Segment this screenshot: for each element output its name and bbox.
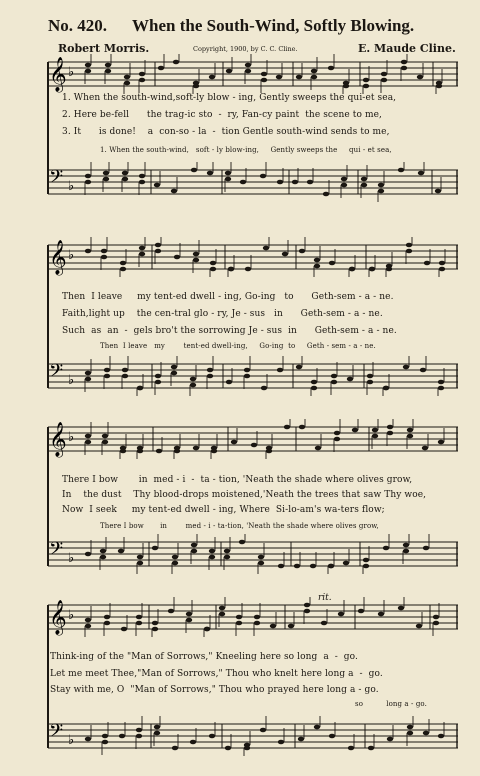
note-head — [329, 734, 335, 739]
note-head — [154, 183, 160, 188]
note-head — [314, 264, 320, 269]
note-head — [403, 365, 409, 370]
note-head — [436, 84, 442, 89]
note-head — [103, 177, 109, 182]
treble-staff — [40, 600, 460, 635]
flat-icon: ♭ — [68, 373, 75, 388]
system-brace — [47, 605, 49, 748]
note-head — [122, 171, 128, 176]
note-head — [296, 365, 302, 370]
note-head — [266, 449, 272, 454]
note-head — [85, 174, 91, 179]
bass-staff — [40, 540, 460, 564]
note-head — [104, 615, 110, 620]
treble-clef-icon: 𝄞 — [49, 422, 67, 457]
lyric-line: In the dust Thy blood-drops moistened,'Neath the trees that saw Thy woe, — [62, 490, 427, 500]
note-head — [101, 249, 107, 254]
note-head — [438, 380, 444, 385]
note-head — [363, 84, 369, 89]
lyric-line: Let me meet Thee,"Man of Sorrows," Thou who knelt here long a - go. — [50, 669, 383, 679]
note-head — [122, 374, 128, 379]
note-head — [334, 437, 340, 442]
note-head — [85, 249, 91, 254]
note-head — [277, 368, 283, 373]
lyric-line: There I bow in med - i - ta - tion, 'Neath the shade where olives grow, — [62, 475, 413, 485]
note-head — [254, 621, 260, 626]
note-head — [372, 434, 378, 439]
note-head — [207, 171, 213, 176]
note-head — [171, 189, 177, 194]
treble-clef-icon: 𝄞 — [49, 57, 67, 92]
note-head — [225, 177, 231, 182]
note-head — [240, 180, 246, 185]
note-head — [154, 725, 160, 730]
note-head — [101, 255, 107, 260]
composer-credit: E. Maude Cline. — [358, 42, 456, 55]
note-head — [406, 249, 412, 254]
note-head — [155, 243, 161, 248]
note-head — [378, 183, 384, 188]
note-head — [387, 431, 393, 436]
note-head — [85, 618, 91, 623]
note-head — [398, 168, 404, 173]
note-head — [209, 75, 215, 80]
note-head — [172, 555, 178, 560]
note-head — [368, 746, 374, 751]
note-head — [361, 183, 367, 188]
note-head — [439, 267, 445, 272]
note-head — [209, 734, 215, 739]
treble-staff — [40, 57, 460, 92]
note-head — [260, 174, 266, 179]
note-head — [261, 72, 267, 77]
note-head — [363, 558, 369, 563]
note-head — [304, 609, 310, 614]
note-head — [296, 75, 302, 80]
note-head — [193, 252, 199, 257]
note-head — [139, 72, 145, 77]
bass-clef-icon: 𝄢 — [49, 721, 64, 746]
note-head — [435, 189, 441, 194]
note-head — [323, 192, 329, 197]
note-head — [174, 449, 180, 454]
note-head — [347, 377, 353, 382]
note-head — [341, 177, 347, 182]
lyric-line: Think-ing of the "Man of Sorrows," Kneeling here so long a - go. — [50, 652, 358, 662]
note-head — [193, 258, 199, 263]
lyric-line: Such as an - gels bro't the sorrowing Je - sus in Geth-sem - a - ne. — [62, 326, 397, 336]
note-head — [369, 267, 375, 272]
note-head — [105, 69, 111, 74]
note-head — [343, 561, 349, 566]
bass-clef-icon: 𝄢 — [49, 361, 64, 386]
note-head — [155, 249, 161, 254]
note-head — [433, 615, 439, 620]
note-head — [407, 725, 413, 730]
note-head — [424, 261, 430, 266]
note-head — [172, 561, 178, 566]
note-head — [254, 615, 260, 620]
note-head — [328, 564, 334, 569]
note-head — [263, 246, 269, 251]
note-head — [137, 555, 143, 560]
bass-staff — [40, 722, 460, 746]
note-head — [416, 624, 422, 629]
note-head — [136, 621, 142, 626]
note-head — [104, 621, 110, 626]
note-head — [422, 446, 428, 451]
note-head — [124, 81, 130, 86]
note-head — [401, 60, 407, 65]
note-head — [341, 183, 347, 188]
note-head — [119, 734, 125, 739]
note-head — [292, 180, 298, 185]
note-head — [102, 734, 108, 739]
flat-icon: ♭ — [68, 65, 75, 80]
note-head — [245, 69, 251, 74]
treble-staff — [40, 240, 460, 275]
note-head — [104, 374, 110, 379]
note-head — [154, 731, 160, 736]
note-head — [224, 555, 230, 560]
note-head — [236, 615, 242, 620]
note-head — [85, 371, 91, 376]
note-head — [329, 261, 335, 266]
note-head — [334, 431, 340, 436]
treble-staff — [40, 422, 460, 457]
note-head — [261, 78, 267, 83]
note-head — [136, 734, 142, 739]
note-head — [403, 549, 409, 554]
note-head — [398, 606, 404, 611]
copyright-notice: Copyright, 1900, by C. C. Cline. — [193, 45, 298, 53]
bass-lyric-line: Then I leave my tent-ed dwell-ing, Go-ing to Geth - sem - a - ne. — [100, 342, 376, 350]
note-head — [137, 386, 143, 391]
note-head — [228, 267, 234, 272]
bass-clef-icon: 𝄢 — [49, 167, 64, 192]
note-head — [352, 428, 358, 433]
note-head — [245, 267, 251, 272]
note-head — [349, 267, 355, 272]
flat-icon: ♭ — [68, 248, 75, 263]
note-head — [358, 609, 364, 614]
note-head — [210, 267, 216, 272]
note-head — [331, 374, 337, 379]
note-head — [136, 728, 142, 733]
lyric-line: Faith,light up the cen-tral glo - ry, Je - sus in Geth-sem - a - ne. — [62, 309, 383, 319]
note-head — [211, 449, 217, 454]
note-head — [172, 746, 178, 751]
system-brace — [47, 62, 49, 194]
note-head — [386, 267, 392, 272]
lyric-line: Then I leave my tent-ed dwell - ing, Go-ing to Geth-sem - a - ne. — [62, 292, 394, 302]
author-credit: Robert Morris. — [58, 42, 150, 55]
note-head — [387, 425, 393, 430]
note-head — [367, 380, 373, 385]
note-head — [403, 543, 409, 548]
note-head — [288, 624, 294, 629]
note-head — [307, 180, 313, 185]
note-head — [407, 434, 413, 439]
note-head — [137, 449, 143, 454]
flat-icon: ♭ — [68, 551, 75, 566]
ritardando-mark: rit. — [318, 593, 332, 603]
hymn-number: No. 420. — [48, 16, 108, 35]
note-head — [105, 63, 111, 68]
note-head — [103, 171, 109, 176]
note-head — [244, 374, 250, 379]
note-head — [231, 440, 237, 445]
note-head — [261, 386, 267, 391]
note-head — [298, 737, 304, 742]
note-head — [438, 734, 444, 739]
note-head — [314, 258, 320, 263]
note-head — [311, 380, 317, 385]
note-head — [244, 746, 250, 751]
note-head — [282, 252, 288, 257]
note-head — [102, 434, 108, 439]
note-head — [219, 612, 225, 617]
note-head — [186, 618, 192, 623]
hymn-title: When the South-Wind, Softly Blowing. — [132, 16, 415, 35]
note-head — [85, 180, 91, 185]
note-head — [423, 731, 429, 736]
note-head — [348, 746, 354, 751]
note-head — [155, 380, 161, 385]
flat-icon: ♭ — [68, 733, 75, 748]
note-head — [299, 425, 305, 430]
note-head — [139, 180, 145, 185]
note-head — [85, 63, 91, 68]
note-head — [152, 621, 158, 626]
system-brace — [47, 427, 49, 566]
note-head — [100, 555, 106, 560]
note-head — [190, 740, 196, 745]
note-head — [277, 180, 283, 185]
note-head — [226, 380, 232, 385]
note-head — [418, 171, 424, 176]
note-head — [120, 449, 126, 454]
note-head — [367, 374, 373, 379]
note-head — [270, 624, 276, 629]
note-head — [137, 561, 143, 566]
note-head — [120, 267, 126, 272]
note-head — [361, 177, 367, 182]
note-head — [204, 627, 210, 632]
flat-icon: ♭ — [68, 430, 75, 445]
note-head — [417, 75, 423, 80]
note-head — [104, 368, 110, 373]
note-head — [378, 189, 384, 194]
note-head — [193, 84, 199, 89]
note-head — [102, 740, 108, 745]
note-head — [294, 564, 300, 569]
note-head — [284, 425, 290, 430]
note-head — [311, 386, 317, 391]
note-head — [310, 564, 316, 569]
note-head — [190, 377, 196, 382]
flat-icon: ♭ — [68, 179, 75, 194]
note-head — [171, 371, 177, 376]
note-head — [338, 612, 344, 617]
bass-staff — [40, 362, 460, 386]
note-head — [155, 374, 161, 379]
note-head — [423, 546, 429, 551]
note-head — [121, 627, 127, 632]
note-head — [439, 261, 445, 266]
note-head — [186, 612, 192, 617]
note-head — [209, 549, 215, 554]
note-head — [209, 555, 215, 560]
note-head — [173, 60, 179, 65]
note-head — [207, 374, 213, 379]
note-head — [407, 731, 413, 736]
note-head — [156, 449, 162, 454]
note-head — [328, 66, 334, 71]
note-head — [85, 69, 91, 74]
note-head — [407, 428, 413, 433]
note-head — [124, 75, 130, 80]
note-head — [239, 540, 245, 545]
lyric-line: 2. Here be-fell the trag-ic sto - ry, Fan-cy paint the scene to me, — [62, 110, 382, 120]
note-head — [363, 564, 369, 569]
note-head — [381, 72, 387, 77]
note-head — [120, 261, 126, 266]
note-head — [438, 386, 444, 391]
note-head — [387, 737, 393, 742]
note-head — [85, 434, 91, 439]
note-head — [278, 740, 284, 745]
note-head — [100, 549, 106, 554]
note-head — [363, 78, 369, 83]
note-head — [139, 174, 145, 179]
note-head — [122, 368, 128, 373]
note-head — [258, 555, 264, 560]
note-head — [122, 177, 128, 182]
note-head — [85, 377, 91, 382]
bass-lyric-line: There I bow in med - i - ta-tion, 'Neath the shade where olives grow, — [100, 522, 379, 530]
note-head — [210, 261, 216, 266]
note-head — [224, 549, 230, 554]
note-head — [102, 440, 108, 445]
lyric-line: 1. When the south-wind,soft-ly blow - ing, Gently sweeps the qui-et sea, — [62, 93, 397, 103]
note-head — [139, 246, 145, 251]
note-head — [260, 728, 266, 733]
note-head — [193, 446, 199, 451]
note-head — [171, 365, 177, 370]
note-head — [168, 609, 174, 614]
note-head — [378, 612, 384, 617]
note-head — [139, 252, 145, 257]
note-head — [85, 440, 91, 445]
note-head — [207, 368, 213, 373]
note-head — [191, 543, 197, 548]
note-head — [225, 171, 231, 176]
note-head — [278, 564, 284, 569]
note-head — [118, 549, 124, 554]
note-head — [420, 368, 426, 373]
note-head — [331, 380, 337, 385]
note-head — [258, 561, 264, 566]
note-head — [311, 75, 317, 80]
treble-clef-icon: 𝄞 — [49, 240, 67, 275]
note-head — [299, 249, 305, 254]
lyric-line: 3. It is done! a con-so - la - tion Gentle south-wind sends to me, — [62, 127, 390, 137]
note-head — [321, 621, 327, 626]
note-head — [276, 75, 282, 80]
note-head — [225, 746, 231, 751]
note-head — [244, 368, 250, 373]
note-head — [433, 621, 439, 626]
bass-staff — [40, 168, 460, 192]
note-head — [152, 546, 158, 551]
note-head — [136, 615, 142, 620]
note-head — [372, 428, 378, 433]
lyric-line: Now I seek my tent-ed dwell - ing, Where Si-lo-am's wa-ters flow; — [62, 505, 385, 515]
bass-lyric-line: 1. When the south-wind, soft - ly blow-ing, Gently sweeps the qui - et sea, — [100, 146, 392, 154]
note-head — [85, 624, 91, 629]
note-head — [304, 603, 310, 608]
note-head — [219, 606, 225, 611]
bass-clef-icon: 𝄢 — [49, 539, 64, 564]
note-head — [191, 549, 197, 554]
note-head — [438, 440, 444, 445]
note-head — [190, 383, 196, 388]
note-head — [315, 446, 321, 451]
note-head — [139, 78, 145, 83]
bass-lyric-line: so long a - go. — [355, 700, 427, 708]
note-head — [406, 243, 412, 248]
note-head — [251, 443, 257, 448]
note-head — [152, 627, 158, 632]
note-head — [383, 546, 389, 551]
note-head — [191, 168, 197, 173]
note-head — [314, 725, 320, 730]
note-head — [158, 66, 164, 71]
note-head — [226, 69, 232, 74]
note-head — [174, 255, 180, 260]
note-head — [85, 552, 91, 557]
system-brace — [47, 245, 49, 388]
flat-icon: ♭ — [68, 608, 75, 623]
treble-clef-icon: 𝄞 — [49, 600, 67, 635]
note-head — [401, 66, 407, 71]
note-head — [381, 78, 387, 83]
note-head — [245, 63, 251, 68]
note-head — [85, 737, 91, 742]
note-head — [383, 386, 389, 391]
note-head — [236, 621, 242, 626]
note-head — [343, 84, 349, 89]
note-head — [311, 69, 317, 74]
lyric-line: Stay with me, O "Man of Sorrows," Thou who prayed here long a - go. — [50, 685, 379, 695]
